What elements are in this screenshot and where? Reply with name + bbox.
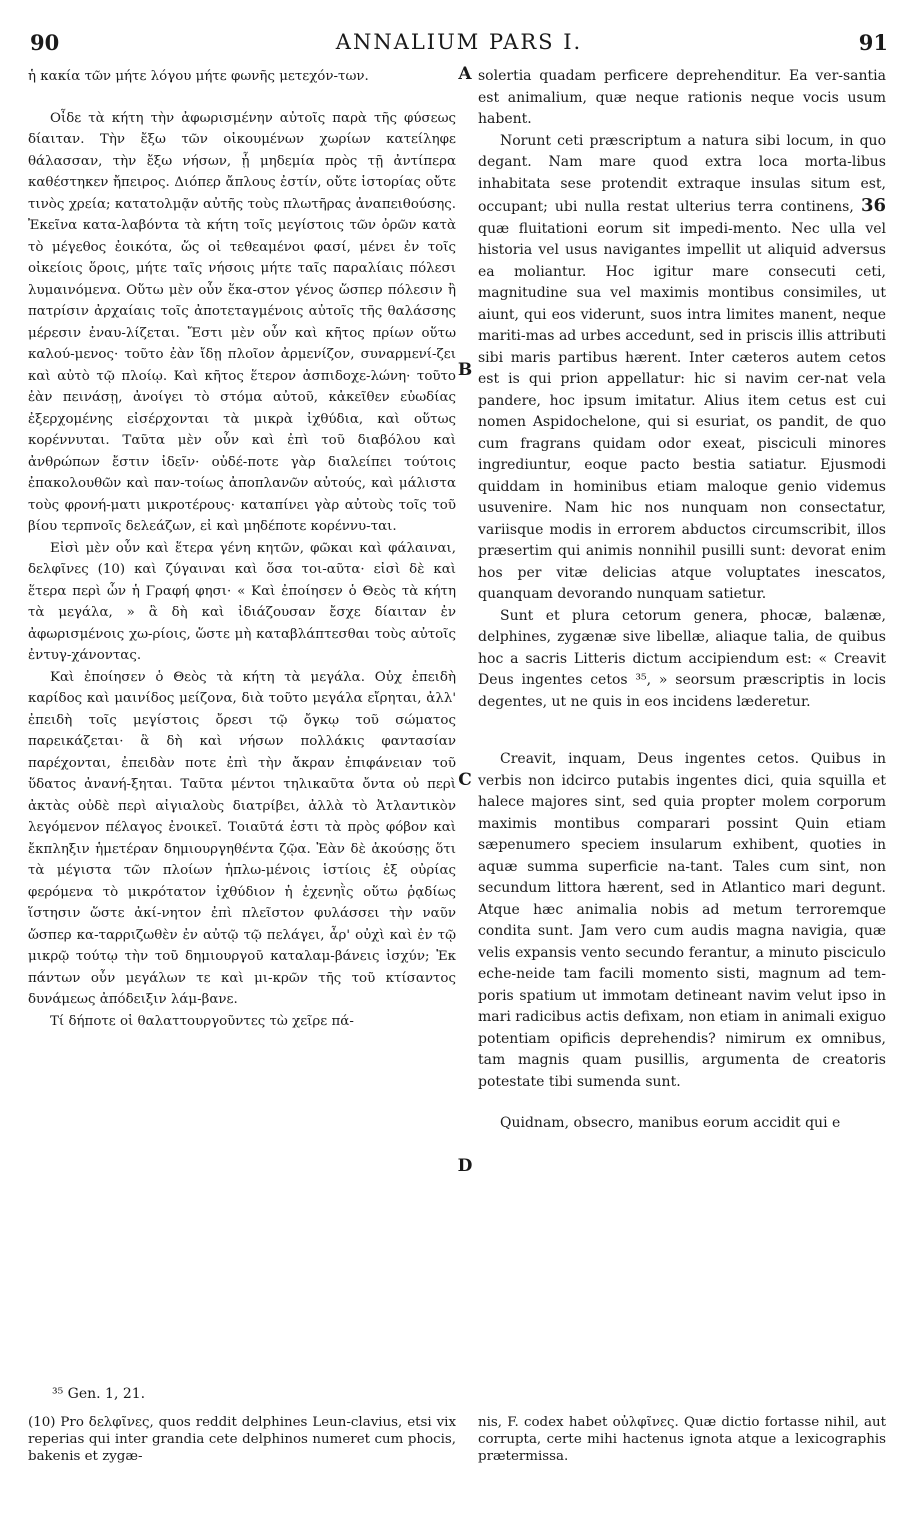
greek-paragraph: Τί δήποτε οἱ θαλαττουργοῦντες τὼ χεῖρε πά- xyxy=(50,1013,354,1029)
margin-letter-b: B xyxy=(457,360,473,380)
latin-paragraph: Sunt et plura cetorum genera, phocæ, balænæ, delphines, zygænæ sive libellæ, aliaque talia, de quibus hoc a sacris Litteris dictum accipiendum est: « Creavit Deus ingentes cetos ³⁵, » seorsum præscriptis in locis degentes, ut ne quis in eos incidens læderetur. xyxy=(478,607,886,710)
greek-text-column xyxy=(28,66,456,1032)
page-header xyxy=(30,30,888,60)
margin-letter-c: C xyxy=(458,770,472,790)
latin-text: quæ fluitationi eorum sit impedi-mento. Nec ulla vel historia vel usus navigantes impellit ut aliquid adversus ea moliantur. Hoc igitur mare consecuti ceti, magnitudine sua vel maximis montibus consimiles, ut aiunt, qui eos viderunt, suos intra limites manent, neque mariti-mas ad urbes accedunt, sed in priscis illis attributi sibi maris partibus hærent. Inter cæteros autem cetos est is qui prion appellatur: hic si navim cer-nat vela pandere, hoc ipsum imitatur. Alius item cetus est cui nomen Aspidochelone, qui si esuriat, os pandit, de quo cum fragrans quidam odor exeat, pisciculi minores ingrediuntur, eoque pacto bestia satiatur. Ejusmodi quiddam in hominibus etiam maloque genio videmus usuvenire. Nam hic nos nunquam non consectatur, variisque modis in errorem abductos circumscribit, illos præsertim qui animis nonnihil pusilli sunt: devorat enim hos per vitæ delicias atque voluptates inescatos, quanquam devorando nunquam satietur. xyxy=(478,220,886,602)
column-number: 36 xyxy=(860,195,887,216)
scripture-footnote: ³⁵ Gen. 1, 21. xyxy=(52,1386,146,1402)
latin-paragraph: solertia quadam perficere deprehenditur. Ea ver-santia est animalium, quæ neque rationis neque vocis usum habent. xyxy=(478,68,886,127)
right-page-number: 91 xyxy=(858,30,888,55)
latin-paragraph: Quidnam, obsecro, manibus eorum accidit qui e xyxy=(500,1115,841,1131)
margin-letter-d: D xyxy=(457,1156,473,1176)
footnote-right: nis, F. codex habet οὐλφῖνες. Quæ dictio fortasse nihil, aut corrupta, certe mihi hactenus ignota atque a lexicographis prætermissa. xyxy=(478,1415,886,1464)
latin-paragraph xyxy=(478,131,886,606)
greek-paragraph: Καὶ ἐποίησεν ὁ Θεὸς τὰ κήτη τὰ μεγάλα. Οὐχ ἐπειδὴ καρίδος καὶ μαινίδος μείζονα, διὰ τοῦτο μεγάλα εἴρηται, ἀλλ' ἐπειδὴ τοῖς μεγίστοις ὄρεσι τῷ ὄγκῳ τοῦ σώματος παρεικάζεται· ἃ δὴ καὶ νήσων πολλάκις φαντασίαν παρέχονται, ἐπειδὰν ποτε ἐπὶ τὴν ἄκραν ἐπιφάνειαν τοῦ ὕδατος ἀνανή-ξηται. Ταῦτα μέντοι τηλικαῦτα ὄντα οὐ περὶ ἀκτὰς οὐδὲ περὶ αἰγιαλοὺς διατρίβει, ἀλλὰ τὸ Ἀτλαντικὸν λεγόμενον πέλαγος ἐνοικεῖ. Τοιαῦτά ἐστι τὰ πρὸς φόβον καὶ ἔκπληξιν ἡμετέραν δημιουργηθέντα ζῷα. Ἐὰν δὲ ἀκούσῃς ὅτι τὰ μέγιστα τῶν πλοίων ἡπλω-μένοις ἱστίοις ἐξ οὐρίας φερόμενα τὸ μικρότατον ἰχθύδιον ἡ ἐχενηῒς οὕτω ῥᾳδίως ἵστησιν ὥστε ἀκί-νητον ἐπὶ πλεῖστον φυλάσσει τὴν ναῦν ὥσπερ κα-ταρριζωθὲν ἐν αὐτῷ τῷ πελάγει, ἆρ' οὐχὶ καὶ ἐν τῷ μικρῷ τούτῳ τὴν τοῦ δημιουργοῦ καταλαμ-βάνεις ἰσχύν; Ἐκ πάντων οὖν μεγάλων τε καὶ μι-κρῶν τῆς τοῦ κτίσαντος δυνάμεως ἀπόδειξιν λάμ-βανε. xyxy=(28,669,456,1007)
greek-paragraph: Εἰσὶ μὲν οὖν καὶ ἕτερα γένη κητῶν, φῶκαι καὶ φάλαιναι, δελφῖνες (10) καὶ ζύγαιναι καὶ ὅσα τοι-αῦτα· εἰσὶ δὲ καὶ ἕτερα περὶ ὧν ἡ Γραφή φησι· « Καὶ ἐποίησεν ὁ Θεὸς τὰ κήτη τὰ μεγάλα, » ἃ δὴ καὶ ἰδιάζουσαν ἔσχε δίαιταν ἐν ἀφωρισμένοις χω-ρίοις, ὥστε μὴ καταβλάπτεσθαι τοὺς αὐτοῖς ἐντυγ-χάνοντας. xyxy=(28,540,456,663)
footnote-left: (10) Pro δελφῖνες, quos reddit delphines Leun-clavius, etsi vix reperias qui inter grandia cete delphinos numeret cum phocis, bakenis et zygæ- xyxy=(28,1415,456,1464)
running-title: ANNALIUM PARS I. xyxy=(335,30,583,54)
greek-paragraph: ἡ κακία τῶν μήτε λόγου μήτε φωνῆς μετεχόν-των. xyxy=(28,69,369,84)
greek-paragraph: Οἶδε τὰ κήτη τὴν ἀφωρισμένην αὐτοῖς παρὰ τῆς φύσεως δίαιταν. Τὴν ἔξω τῶν οἰκουμένων χωρίων κατείληφε θάλασσαν, τὴν ἔξω νήσων, ᾗ μηδεμία πρὸς τῇ ἀντίπερα καθέστηκεν ἤπειρος. Διόπερ ἄπλους ἐστίν, οὔτε ἱστορίας οὔτε τινὸς χρεία; κατατολμᾷν αὐτῆς τοὺς πλωτῆρας ἀναπειθούσης. Ἐκεῖνα κατα-λαβόντα τὰ κήτη τοῖς μεγίστοις τῶν ὀρῶν κατὰ τὸ μέγεθος ἐοικότα, ὥς οἱ τεθεαμένοι φασί, μένει ἐν τοῖς οἰκείοις ὅροις, μήτε ταῖς νήσοις μήτε ταῖς παραλίαις πόλεσι λυμαινόμενα. Οὕτω μὲν οὖν ἕκα-στον γένος ὥσπερ πόλεσιν ἢ πατρίσιν ἀρχαίαις τοῖς ἀποτεταγμένοις αὐτοῖς τῆς θαλάσσης μέρεσιν ἐναυ-λίζεται. Ἔστι μὲν οὖν καὶ κῆτος πρίων οὕτω καλού-μενος· τοῦτο ἐὰν ἴδῃ πλοῖον ἀρμενίζον, συναρμενί-ζει καὶ αὐτὸ τῷ πλοίῳ. Καὶ κῆτος ἕτερον ἀσπιδοχε-λώνη· τοῦτο ἐὰν πεινάσῃ, ἀνοίγει τὸ στόμα αὐτοῦ, κἀκεῖθεν εὐωδίας ἐξερχομένης εἰσέρχονται τὰ μικρὰ ἰχθύδια, καὶ οὕτως κορέννυται. Ταῦτα μὲν οὖν καὶ ἐπὶ τοῦ διαβόλου καὶ ἀνθρώπων ἔστιν ἰδεῖν· οὐδέ-ποτε γὰρ διαλείπει τούτοις ἐπακολουθῶν καὶ παν-τοίως ἀποπλανῶν αὐτούς, καὶ μάλιστα τοὺς φρονή-ματι μικροτέρους· καταπίνει γὰρ αὐτοὺς τοῖς τοῦ βίου τερπνοῖς δελεάζων, εἰ καὶ μηδέποτε κορέννυ-ται. xyxy=(28,110,456,534)
latin-text: Norunt ceti præscriptum a natura sibi locum, in quo degant. Nam mare quod extra loca morta-libus inhabitata sese protendit extraque insulas situm est, occupant; ubi nulla restat ulterius terra continens, xyxy=(478,132,886,215)
latin-text-column xyxy=(478,66,886,1135)
latin-paragraph: Creavit, inquam, Deus ingentes cetos. Quibus in verbis non idcirco putabis ingentes dici, quia squilla et halece majores sint, sed quia propter molem corporum maximis montibus comparari possint Quin etiam sæpenumero speciem insularum exhibent, quoties in aquæ summa superficie na-tant. Tales cum sint, non secundum littora hærent, sed in Atlantico mari degunt. Atque hæc animalia nobis ad metum terroremque condita sunt. Jam vero cum audis magna navigia, quæ velis expansis vento secundo ferantur, a minuto pisciculo eche-neide tam facili momento sisti, magnum ad tem-poris spatium ut immotam detineant navim velut ipso in mari radicibus actis defixam, non etiam in animali exiguo potentiam opificis deprehendis? nimirum ex omnibus, tam magnis quam pusillis, argumenta de creatoris potestate tibi sumenda sunt. xyxy=(478,751,886,1090)
left-page-number: 90 xyxy=(30,30,60,55)
margin-letter-a: A xyxy=(458,64,472,84)
